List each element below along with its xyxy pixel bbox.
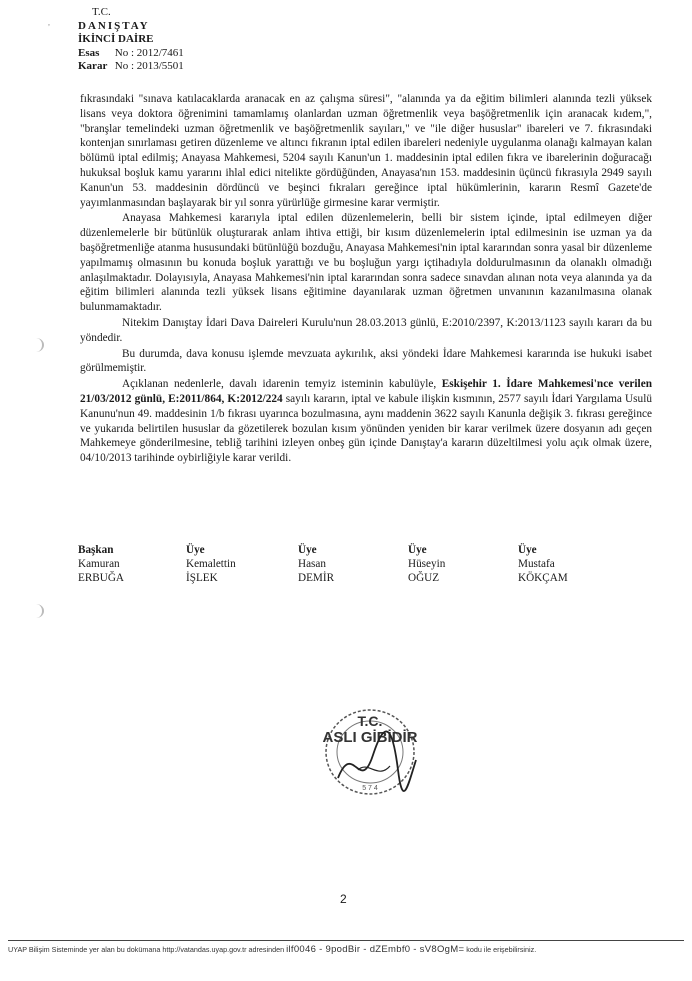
punch-hole-icon	[28, 604, 44, 618]
signature-first-name: Hüseyin	[408, 558, 446, 570]
asli-gibidir-stamp-icon	[298, 700, 438, 810]
court-name: DANIŞTAY	[78, 19, 150, 32]
paragraph-3: Nitekim Danıştay İdari Dava Daireleri Kurulu'nun 28.03.2013 günlü, E:2010/2397, K:2013/1123 sayılı kararı da bu yöndedir.	[80, 316, 652, 344]
document-header	[78, 6, 184, 74]
signature-role: Üye	[518, 544, 537, 556]
svg-text:5 7 4: 5 7 4	[362, 785, 378, 792]
footer-suffix: kodu ile erişebilirsiniz.	[466, 945, 537, 954]
decision-body	[80, 92, 652, 467]
signature-role: Üye	[408, 544, 427, 556]
signature-first-name: Hasan	[298, 558, 326, 570]
footer-access-code: ilf0046 - 9podBir - dZEmbf0 - sV8OgM=	[286, 944, 465, 955]
signature-first-name: Mustafa	[518, 558, 555, 570]
paragraph-4: Bu durumda, dava konusu işlemde mevzuata aykırılık, aksi yöndeki İdare Mahkemesi kararında ise hukuki isabet görülmemiştir.	[80, 347, 652, 375]
svg-text:T.C.: T.C.	[357, 713, 383, 729]
signature-last-name: KÖKÇAM	[518, 572, 568, 584]
signature-role: Üye	[186, 544, 205, 556]
signature-role: Üye	[298, 544, 317, 556]
esas-label: Esas	[78, 46, 100, 59]
chamber-name: İKİNCİ DAİRE	[78, 33, 154, 45]
karar-value: No : 2013/5501	[114, 60, 184, 72]
karar-row	[78, 60, 184, 74]
paragraph-5-bold: Eskişehir 1. İdare Mahkemesi'nce verilen 21/03/2012 günlü, E:2011/864, K:2012/224	[80, 378, 652, 405]
paragraph-2: Anayasa Mahkemesi kararıyla iptal edilen düzenlemelerin, belli bir sistem içinde, iptal edilmeyen diğer düzenlemelerle bir bütünlük oluşturarak anlam ihtiva ettiği, bir kısım düzenlemelerin iptal edilmesinin ise uzman ya da başöğretmenliğe atanma hususundaki bütünlüğü bozduğu, Anayasa Mahkemesi'nin iptal kararından sonra yasal bir düzenleme yapılmamış olmasının bu konuda boşluk yarattığı ve bu boşluğun yargı içtihadıyla doldurulmasının da olanaklı olmadığı anlaşılmaktadır. Dolayısıyla, Anayasa Mahkemesi'nin iptal kararından sonra sadece sınavdan alınan nota veya alanında ya da eğitim bilimleri alanında tezli yüksek lisans eğitimine dayanılarak uzman öğretmen unvanının kazanılmasına olanak bulunmamaktadır.	[80, 212, 652, 314]
corner-mark: ,	[48, 18, 50, 27]
signature-uye-4	[518, 543, 568, 585]
signature-first-name: Kamuran	[78, 558, 120, 570]
paragraph-5-end: sayılı kararın, iptal ve kabule ilişkin kısmının, 2577 sayılı İdari Yargılama Usulü Kanunu'nun 49. maddesinin 1/b fıkrası uyarınca bozulmasına, aynı maddenin 3622 sayılı Kanunla değişik 3. fıkrası gereğince ve yukarıda belirtilen hususlar da gözetilerek bozulan kısım yönünden yeniden bir karar verilmek üzere dosyanın adı geçen Mahkemeye gönderilmesine, tebliğ tarihini izleyen onbeş gün içinde Danıştay'a kararın düzeltilmesi yolu açık olmak üzere, 04/10/2013 tarihinde oybirliğiyle karar verildi.	[80, 392, 652, 465]
paragraph-5-start: Açıklanan nedenlerle, davalı idarenin temyiz isteminin kabulüyle,	[122, 378, 442, 391]
signature-last-name: DEMİR	[298, 572, 335, 584]
paragraph-1: fıkrasındaki "sınava katılacaklarda aranacak en az çalışma süresi", "alanında ya da eğitim bilimleri alanında tezli yüksek lisans veya doktora öğrenimini tamamlamış olanlardan uzman öğretmenlik veya başöğretmenlik için aranacak kıdem,", "branşlar temelindeki uzman öğretmenlik ve başöğretmenlik sayıları," ve "ile diğer hususlar" ibareleri ve 7. fıkrasındaki kontenjan sınırlaması getiren düzenleme ve altıncı fıkranın iptal edilen ibareleri nedeniyle uygulanma olanağı kalmayan kalan bölümü iptal edilmiş; Anayasa Mahkemesi, 5204 sayılı Kanun'un 1. maddesinin iptal edilen fıkra ve ibarelerinin doğuracağı hukuksal boşluk kamu yararını ihlal edici nitelikte gördüğünden, Anayasa'nın 153. maddesinin üçüncü fıkrasıyla 2949 sayılı Kanun'un 53. maddesinin dördüncü ve beşinci fıkraları gereğince iptal hükümlerinin, kararın Resmî Gazete'de yayımlanmasından başlayarak bir yıl sonra yürürlüğe girmesine karar vermiştir.	[80, 93, 652, 209]
tc-label: T.C.	[92, 6, 111, 18]
page-number: 2	[340, 892, 347, 906]
signature-last-name: ERBUĞA	[78, 572, 124, 584]
esas-row	[78, 47, 184, 61]
signature-uye-1	[186, 543, 236, 585]
signature-baskan	[78, 543, 124, 585]
uyap-footer	[8, 940, 684, 955]
footer-text: UYAP Bilişim Sisteminde yer alan bu dokümana http://vatandas.uyap.gov.tr adresinden	[8, 945, 285, 954]
signature-uye-2	[298, 543, 334, 585]
signature-uye-3	[408, 543, 445, 585]
signature-last-name: OĞUZ	[408, 572, 440, 584]
signature-first-name: Kemalettin	[186, 558, 236, 570]
svg-text:ASLI GİBİDİR: ASLI GİBİDİR	[322, 729, 418, 746]
punch-hole-icon	[28, 338, 44, 352]
paragraph-5	[80, 377, 652, 466]
karar-label: Karar	[78, 60, 108, 72]
signature-last-name: İŞLEK	[186, 572, 218, 584]
esas-value: No : 2012/7461	[114, 46, 184, 59]
signature-role: Başkan	[78, 544, 114, 556]
